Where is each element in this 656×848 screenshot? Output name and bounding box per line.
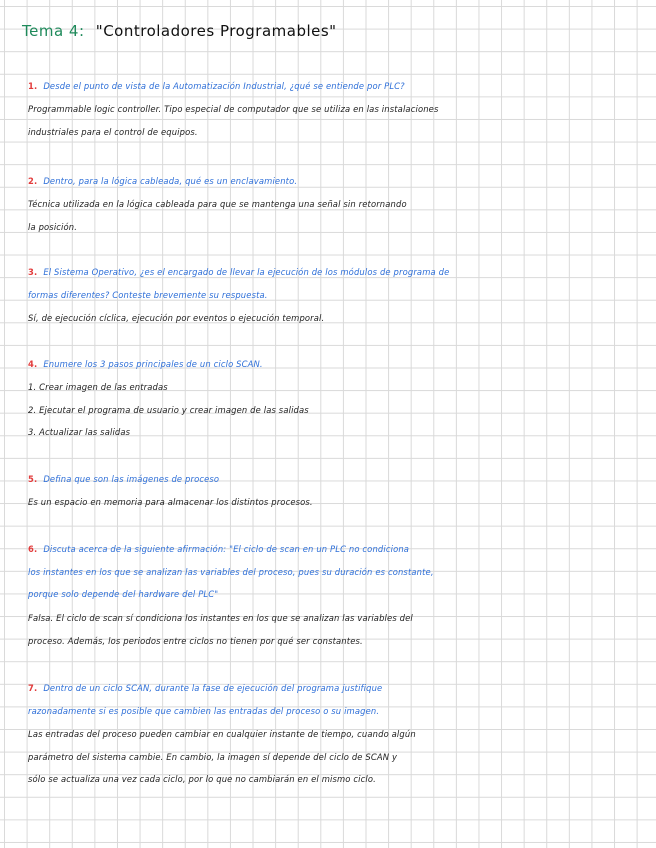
answer-line: Es un espacio en memoria para almacenar los distintos procesos. bbox=[28, 497, 313, 507]
question-text: los instantes en los que se analizan las variables del proceso, pues su duración es constante, bbox=[28, 566, 434, 577]
question-6 bbox=[28, 538, 634, 606]
question-3 bbox=[28, 261, 634, 306]
answer-5 bbox=[28, 491, 634, 514]
answer-line: la posición. bbox=[28, 221, 78, 232]
answer-7 bbox=[28, 723, 634, 791]
question-number: 7. bbox=[28, 683, 38, 693]
answer-line: proceso. Además, los periodos entre ciclos no tienen por qué ser constantes. bbox=[28, 635, 363, 646]
answer-line: 2. Ejecutar el programa de usuario y crear imagen de las salidas bbox=[28, 404, 309, 415]
question-text: Defina que son las imágenes de proceso bbox=[43, 474, 220, 484]
question-text: Enumere los 3 pasos principales de un ciclo SCAN. bbox=[43, 359, 263, 369]
answer-2 bbox=[28, 193, 634, 238]
question-1 bbox=[28, 75, 634, 98]
question-number: 5. bbox=[28, 474, 38, 484]
answer-line: industriales para el control de equipos. bbox=[28, 126, 198, 137]
question-text: Discuta acerca de la siguiente afirmación: "El ciclo de scan en un PLC no condiciona bbox=[43, 544, 410, 554]
answer-line: Programmable logic controller. Tipo especial de computador que se utiliza en las instalaciones bbox=[28, 104, 439, 114]
answer-6 bbox=[28, 607, 634, 652]
answer-line: Sí, de ejecución cíclica, ejecución por eventos o ejecución temporal. bbox=[28, 313, 325, 323]
question-text: razonadamente si es posible que cambien las entradas del proceso o su imagen. bbox=[28, 705, 380, 716]
title-tema: Tema 4: bbox=[22, 22, 85, 40]
question-2 bbox=[28, 170, 634, 193]
question-text: El Sistema Operativo, ¿es el encargado de llevar la ejecución de los módulos de programa de bbox=[43, 267, 450, 277]
question-text: Dentro de un ciclo SCAN, durante la fase de ejecución del programa justifique bbox=[43, 683, 383, 693]
question-number: 2. bbox=[28, 176, 38, 186]
answer-1 bbox=[28, 98, 634, 143]
question-number: 6. bbox=[28, 544, 38, 554]
question-text: Dentro, para la lógica cableada, qué es un enclavamiento. bbox=[43, 176, 298, 186]
question-number: 1. bbox=[28, 81, 38, 91]
question-5 bbox=[28, 468, 634, 491]
answer-line: Técnica utilizada en la lógica cableada para que se mantenga una señal sin retornando bbox=[28, 199, 407, 209]
answer-4 bbox=[28, 376, 634, 444]
question-text: Desde el punto de vista de la Automatización Industrial, ¿qué se entiende por PLC? bbox=[43, 81, 405, 91]
answer-line: sólo se actualiza una vez cada ciclo, por lo que no cambiarán en el mismo ciclo. bbox=[28, 774, 376, 785]
answer-line: Las entradas del proceso pueden cambiar en cualquier instante de tiempo, cuando algún bbox=[28, 729, 416, 739]
question-text: formas diferentes? Conteste brevemente su respuesta. bbox=[28, 289, 268, 300]
question-number: 3. bbox=[28, 267, 38, 277]
title-subject: "Controladores Programables" bbox=[95, 22, 337, 40]
question-number: 4. bbox=[28, 359, 38, 369]
question-4 bbox=[28, 353, 634, 376]
question-text: porque solo depende del hardware del PLC" bbox=[28, 589, 219, 600]
question-7 bbox=[28, 677, 634, 722]
answer-line: 1. Crear imagen de las entradas bbox=[28, 382, 168, 392]
answer-3 bbox=[28, 307, 634, 330]
answer-line: parámetro del sistema cambie. En cambio, la imagen sí depende del ciclo de SCAN y bbox=[28, 751, 398, 762]
answer-line: Falsa. El ciclo de scan sí condiciona los instantes en los que se analizan las variables del bbox=[28, 613, 413, 623]
page-title bbox=[22, 22, 337, 40]
answer-line: 3. Actualizar las salidas bbox=[28, 427, 131, 438]
